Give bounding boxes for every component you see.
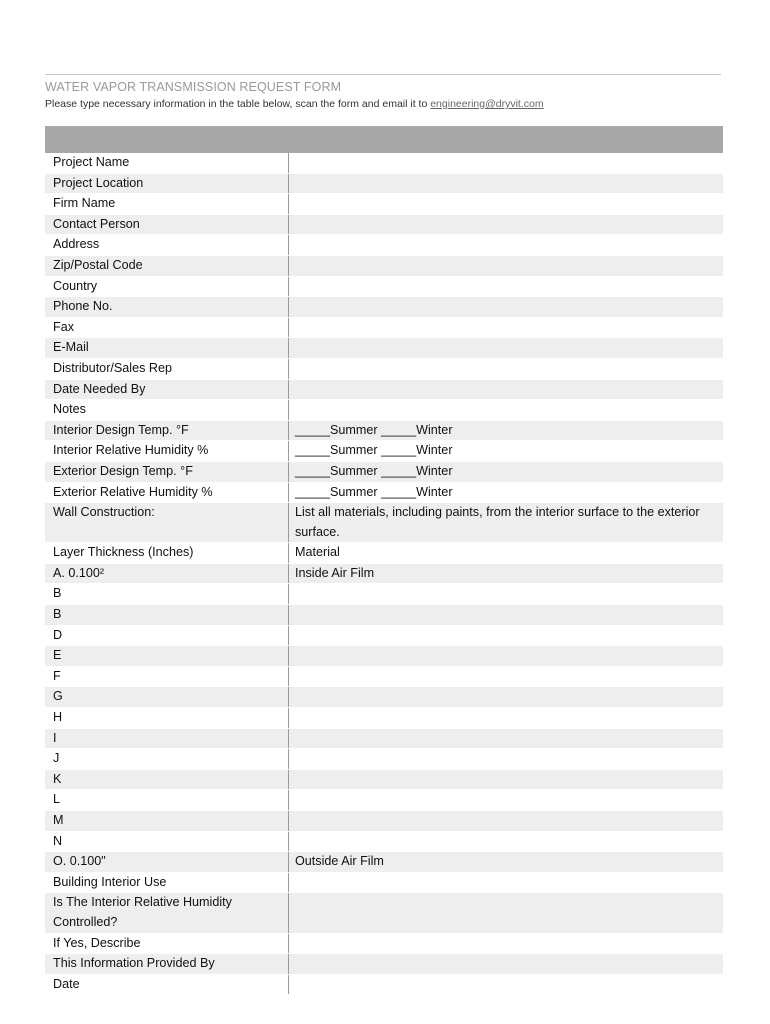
field-label: Exterior Relative Humidity % xyxy=(45,482,289,503)
field-label: Interior Relative Humidity % xyxy=(45,441,289,462)
field-label: B xyxy=(45,584,289,605)
field-label: E-Mail xyxy=(45,338,289,359)
field-value[interactable] xyxy=(289,276,724,297)
form-row xyxy=(45,687,723,708)
field-value[interactable] xyxy=(289,297,724,318)
field-label: Building Interior Use xyxy=(45,872,289,893)
field-label: Wall Construction: xyxy=(45,503,289,543)
field-label: J xyxy=(45,749,289,770)
instructions-text: Please type necessary information in the table below, scan the form and email it to xyxy=(45,98,431,110)
field-label: Phone No. xyxy=(45,297,289,318)
field-label: B xyxy=(45,605,289,626)
form-row xyxy=(45,482,723,503)
field-label: H xyxy=(45,708,289,729)
form-row xyxy=(45,933,723,954)
field-label: Zip/Postal Code xyxy=(45,255,289,276)
field-value[interactable] xyxy=(289,379,724,400)
form-row xyxy=(45,276,723,297)
form-row xyxy=(45,811,723,832)
field-label: N xyxy=(45,831,289,852)
field-label: K xyxy=(45,769,289,790)
field-label: F xyxy=(45,666,289,687)
form-row xyxy=(45,769,723,790)
field-label: Date xyxy=(45,974,289,995)
field-value[interactable] xyxy=(289,687,724,708)
field-value[interactable] xyxy=(289,872,724,893)
field-label: I xyxy=(45,728,289,749)
form-row xyxy=(45,338,723,359)
form-row xyxy=(45,749,723,770)
field-value[interactable]: Outside Air Film xyxy=(289,852,724,873)
form-row xyxy=(45,379,723,400)
field-value[interactable]: _____Summer _____Winter xyxy=(289,482,724,503)
field-label: Date Needed By xyxy=(45,379,289,400)
field-label: Address xyxy=(45,235,289,256)
field-value[interactable] xyxy=(289,255,724,276)
field-value[interactable]: Inside Air Film xyxy=(289,563,724,584)
field-label: E xyxy=(45,646,289,667)
field-value[interactable] xyxy=(289,974,724,995)
form-row xyxy=(45,872,723,893)
field-value[interactable]: _____Summer _____Winter xyxy=(289,441,724,462)
field-value[interactable] xyxy=(289,625,724,646)
field-value[interactable] xyxy=(289,605,724,626)
email-link[interactable]: engineering@dryvit.com xyxy=(430,98,544,110)
field-label: G xyxy=(45,687,289,708)
form-row xyxy=(45,358,723,379)
field-value[interactable]: List all materials, including paints, from the interior surface to the exterior surface. xyxy=(289,503,724,543)
form-row xyxy=(45,255,723,276)
form-row xyxy=(45,954,723,975)
field-label: A. 0.100² xyxy=(45,563,289,584)
table-header-bar xyxy=(45,126,723,153)
field-label: Firm Name xyxy=(45,194,289,215)
field-label: D xyxy=(45,625,289,646)
field-value[interactable] xyxy=(289,317,724,338)
form-instructions xyxy=(45,98,544,110)
field-value[interactable] xyxy=(289,769,724,790)
field-value[interactable] xyxy=(289,584,724,605)
form-row xyxy=(45,441,723,462)
form-row xyxy=(45,563,723,584)
form-row xyxy=(45,790,723,811)
form-row xyxy=(45,420,723,441)
field-value[interactable] xyxy=(289,831,724,852)
form-row xyxy=(45,297,723,318)
field-value[interactable] xyxy=(289,954,724,975)
field-value[interactable] xyxy=(289,790,724,811)
form-row xyxy=(45,605,723,626)
form-row xyxy=(45,173,723,194)
form-row xyxy=(45,852,723,873)
form-row xyxy=(45,728,723,749)
field-label: L xyxy=(45,790,289,811)
form-row xyxy=(45,400,723,421)
form-row xyxy=(45,214,723,235)
form-row xyxy=(45,893,723,933)
field-value[interactable] xyxy=(289,358,724,379)
field-label: Project Name xyxy=(45,153,289,173)
form-row xyxy=(45,666,723,687)
field-label: Is The Interior Relative Humidity Controlled? xyxy=(45,893,289,933)
form-row xyxy=(45,974,723,995)
field-label: Layer Thickness (Inches) xyxy=(45,543,289,564)
field-label: O. 0.100" xyxy=(45,852,289,873)
field-label: Fax xyxy=(45,317,289,338)
form-row xyxy=(45,543,723,564)
form-row xyxy=(45,708,723,729)
field-value[interactable] xyxy=(289,666,724,687)
form-row xyxy=(45,194,723,215)
field-label: If Yes, Describe xyxy=(45,933,289,954)
form-row xyxy=(45,625,723,646)
field-value[interactable] xyxy=(289,400,724,421)
field-label: Distributor/Sales Rep xyxy=(45,358,289,379)
field-value[interactable] xyxy=(289,933,724,954)
form-row xyxy=(45,153,723,173)
field-label: This Information Provided By xyxy=(45,954,289,975)
field-value[interactable] xyxy=(289,194,724,215)
form-row xyxy=(45,317,723,338)
field-value[interactable] xyxy=(289,893,724,933)
field-value[interactable] xyxy=(289,214,724,235)
field-value[interactable] xyxy=(289,338,724,359)
field-value[interactable] xyxy=(289,708,724,729)
field-value[interactable] xyxy=(289,749,724,770)
form-row xyxy=(45,461,723,482)
form-row xyxy=(45,831,723,852)
field-value[interactable] xyxy=(289,646,724,667)
form-row xyxy=(45,584,723,605)
top-rule xyxy=(45,74,721,75)
form-table-body xyxy=(45,153,723,995)
field-label: Notes xyxy=(45,400,289,421)
field-value[interactable] xyxy=(289,173,724,194)
form-row xyxy=(45,503,723,543)
form-row xyxy=(45,235,723,256)
field-label: Exterior Design Temp. °F xyxy=(45,461,289,482)
form-title: WATER VAPOR TRANSMISSION REQUEST FORM xyxy=(45,80,342,94)
request-form-table xyxy=(45,153,723,995)
field-value[interactable] xyxy=(289,153,724,173)
form-row xyxy=(45,646,723,667)
field-value[interactable]: Material xyxy=(289,543,724,564)
field-label: Interior Design Temp. °F xyxy=(45,420,289,441)
field-value[interactable] xyxy=(289,728,724,749)
field-label: M xyxy=(45,811,289,832)
field-label: Contact Person xyxy=(45,214,289,235)
field-value[interactable] xyxy=(289,235,724,256)
field-value[interactable]: _____Summer _____Winter xyxy=(289,420,724,441)
field-label: Project Location xyxy=(45,173,289,194)
field-value[interactable]: _____Summer _____Winter xyxy=(289,461,724,482)
field-label: Country xyxy=(45,276,289,297)
field-value[interactable] xyxy=(289,811,724,832)
